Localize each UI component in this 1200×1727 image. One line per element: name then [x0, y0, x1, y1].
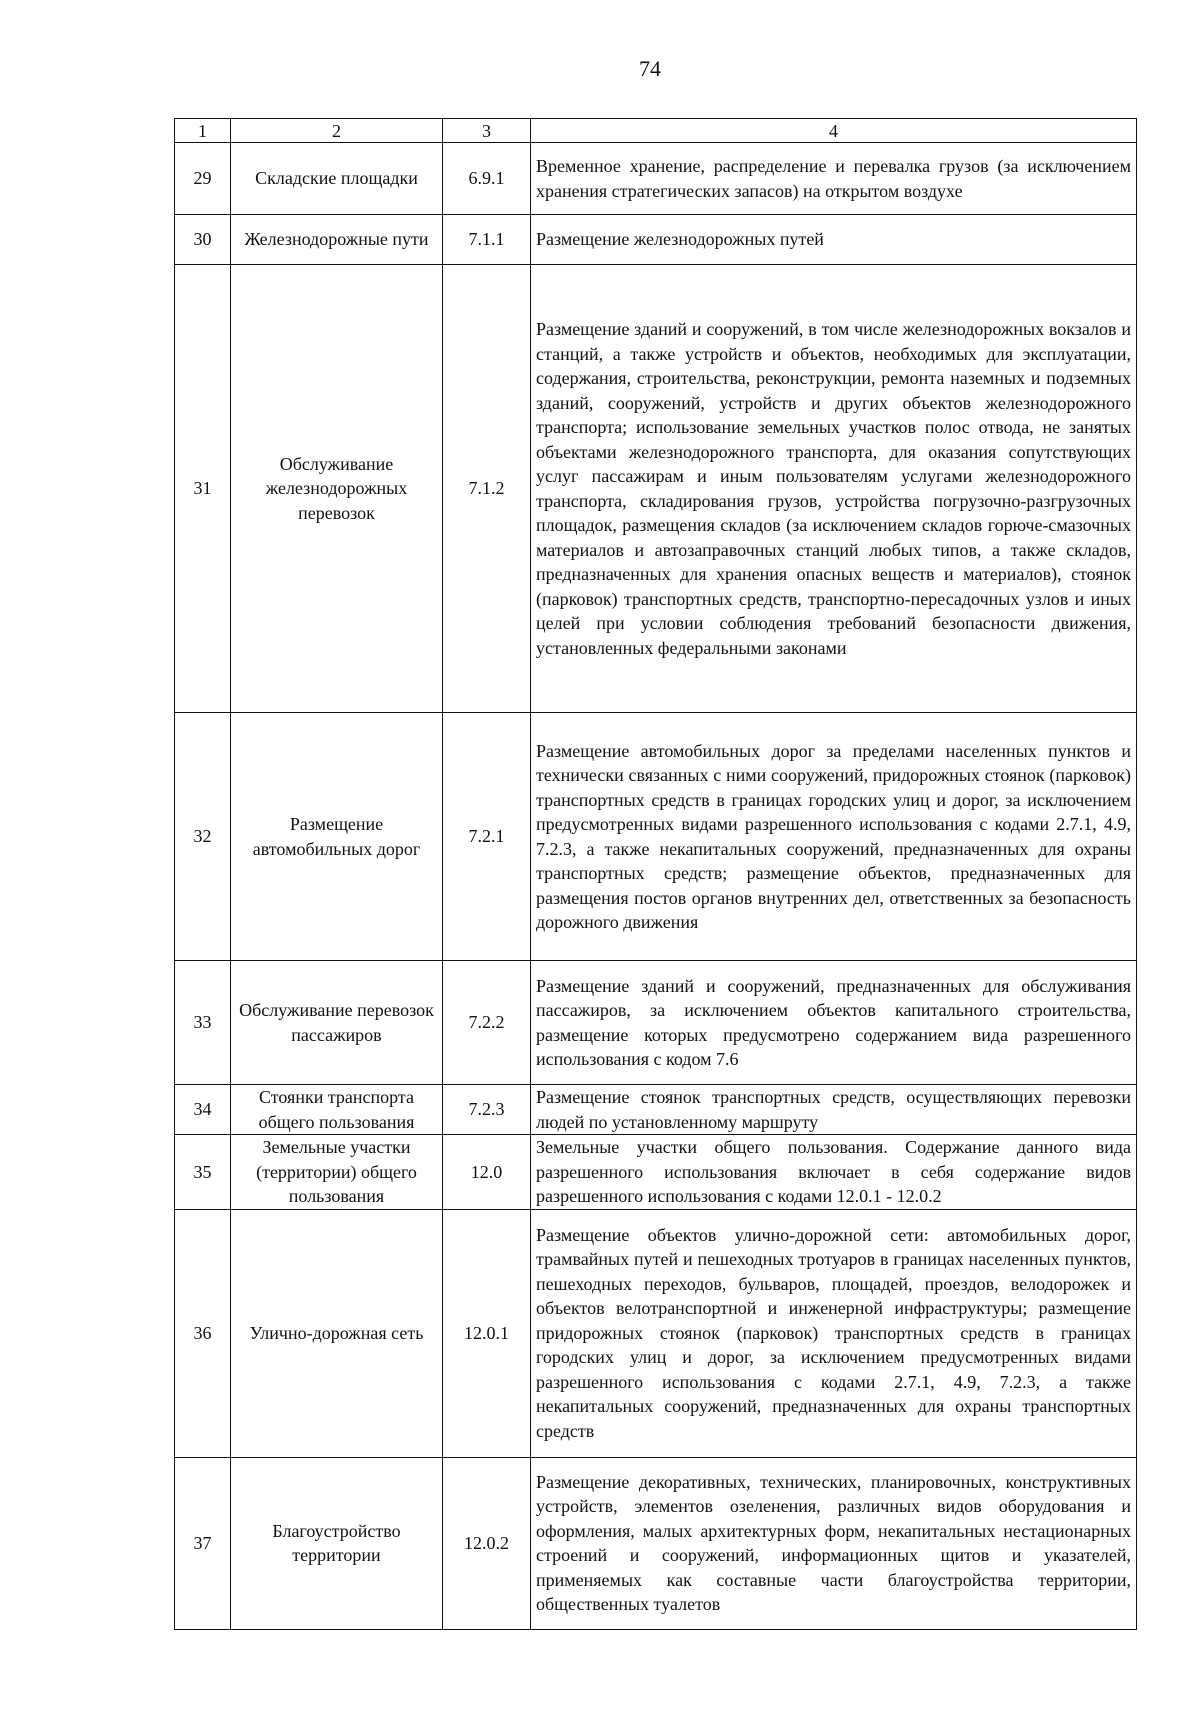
use-type-code: 12.0	[443, 1135, 531, 1210]
row-number: 37	[175, 1457, 231, 1629]
use-type-description: Размещение железнодорожных путей	[531, 215, 1137, 265]
table-row	[175, 1457, 1137, 1629]
use-type-description: Размещение автомобильных дорог за пределами населенных пунктов и технически связанных с ними сооружений, придорожных стоянок (парковок) транспортных средств в границах городских улиц и дорог, за исключением предусмотренных видами разрешенного использования с кодами 2.7.1, 4.9, 7.2.3, а также некапитальных сооружений, предназначенных для охраны транспортных средств; размещение объектов, предназначенных для размещения постов органов внутренних дел, ответственных за безопасность дорожного движения	[531, 713, 1137, 961]
row-number: 34	[175, 1085, 231, 1135]
use-type-name: Складские площадки	[231, 143, 443, 215]
column-header-2: 2	[231, 119, 443, 143]
use-type-code: 6.9.1	[443, 143, 531, 215]
use-type-name: Размещение автомобильных дорог	[231, 713, 443, 961]
row-number: 35	[175, 1135, 231, 1210]
table-row	[175, 265, 1137, 713]
use-type-name: Благоустройство территории	[231, 1457, 443, 1629]
use-type-code: 7.1.2	[443, 265, 531, 713]
use-type-name: Обслуживание железнодорожных перевозок	[231, 265, 443, 713]
table-row	[175, 1085, 1137, 1135]
column-header-4: 4	[531, 119, 1137, 143]
use-type-code: 12.0.1	[443, 1209, 531, 1457]
use-type-code: 7.1.1	[443, 215, 531, 265]
row-number: 33	[175, 961, 231, 1085]
row-number: 36	[175, 1209, 231, 1457]
table-row	[175, 215, 1137, 265]
use-type-code: 7.2.1	[443, 713, 531, 961]
use-type-name: Земельные участки (территории) общего пользования	[231, 1135, 443, 1210]
use-type-description: Земельные участки общего пользования. Содержание данного вида разрешенного использования включает в себя содержание видов разрешенного использования с кодами 12.0.1 - 12.0.2	[531, 1135, 1137, 1210]
use-type-name: Обслуживание перевозок пассажиров	[231, 961, 443, 1085]
use-type-description: Размещение декоративных, технических, планировочных, конструктивных устройств, элементов озеленения, различных видов оборудования и оформления, малых архитектурных форм, некапитальных нестационарных строений и сооружений, информационных щитов и указателей, применяемых как составные части благоустройства территории, общественных туалетов	[531, 1457, 1137, 1629]
row-number: 29	[175, 143, 231, 215]
land-use-table	[174, 118, 1137, 1630]
column-header-3: 3	[443, 119, 531, 143]
use-type-name: Железнодорожные пути	[231, 215, 443, 265]
row-number: 31	[175, 265, 231, 713]
use-type-code: 7.2.3	[443, 1085, 531, 1135]
use-type-description: Размещение зданий и сооружений, предназначенных для обслуживания пассажиров, за исключением объектов капитального строительства, размещение которых предусмотрено содержанием вида разрешенного использования с кодом 7.6	[531, 961, 1137, 1085]
use-type-name: Улично-дорожная сеть	[231, 1209, 443, 1457]
column-header-1: 1	[175, 119, 231, 143]
use-type-description: Размещение стоянок транспортных средств, осуществляющих перевозки людей по установленному маршруту	[531, 1085, 1137, 1135]
table-row	[175, 1135, 1137, 1210]
use-type-name: Стоянки транспорта общего пользования	[231, 1085, 443, 1135]
table-row	[175, 961, 1137, 1085]
use-type-description: Временное хранение, распределение и перевалка грузов (за исключением хранения стратегических запасов) на открытом воздухе	[531, 143, 1137, 215]
use-type-code: 12.0.2	[443, 1457, 531, 1629]
table-row	[175, 713, 1137, 961]
row-number: 30	[175, 215, 231, 265]
table-row	[175, 1209, 1137, 1457]
table-row	[175, 143, 1137, 215]
row-number: 32	[175, 713, 231, 961]
table-header-row	[175, 119, 1137, 143]
page-number: 74	[639, 56, 661, 81]
use-type-description: Размещение зданий и сооружений, в том числе железнодорожных вокзалов и станций, а также устройств и объектов, необходимых для эксплуатации, содержания, строительства, реконструкции, ремонта наземных и подземных зданий, сооружений, устройств и других объектов железнодорожного транспорта; использование земельных участков полос отвода, не занятых объектами железнодорожного транспорта, для оказания сопутствующих услуг пассажирам и иным пользователям услугами железнодорожного транспорта, складирования грузов, устройства погрузочно-разгрузочных площадок, размещения складов (за исключением складов горюче-смазочных материалов и автозаправочных станций любых типов, а также складов, предназначенных для хранения опасных веществ и материалов), стоянок (парковок) транспортных средств, транспортно-пересадочных узлов и иных целей при условии соблюдения требований безопасности движения, установленных федеральными законами	[531, 265, 1137, 713]
use-type-description: Размещение объектов улично-дорожной сети: автомобильных дорог, трамвайных путей и пешеходных тротуаров в границах населенных пунктов, пешеходных переходов, бульваров, площадей, проездов, велодорожек и объектов велотранспортной и инженерной инфраструктуры; размещение придорожных стоянок (парковок) транспортных средств в границах городских улиц и дорог, за исключением предусмотренных видами разрешенного использования с кодами 2.7.1, 4.9, 7.2.3, а также некапитальных сооружений, предназначенных для охраны транспортных средств	[531, 1209, 1137, 1457]
use-type-code: 7.2.2	[443, 961, 531, 1085]
